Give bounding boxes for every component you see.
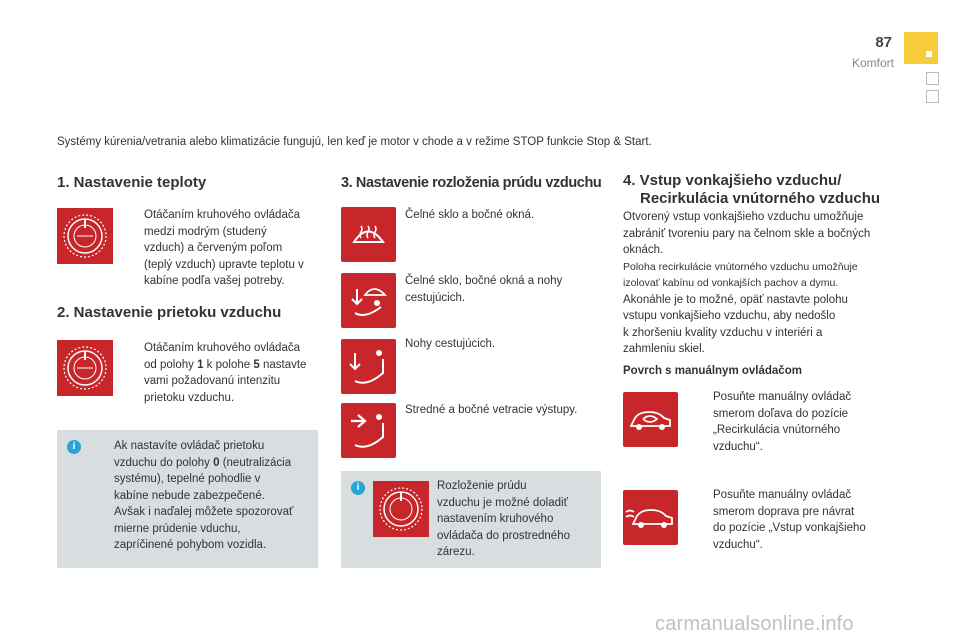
section1-title: 1. Nastavenie teploty <box>57 174 207 191</box>
windscreen-demist-icon <box>341 207 396 262</box>
fresh-air-icon <box>623 490 678 545</box>
watermark: carmanualsonline.info <box>655 613 854 635</box>
recirculation-text: Posuňte manuálny ovládač smerom doľava do pozície „Recirkulácia vnútorného vzduchu“. <box>713 391 852 453</box>
manual-control-subtitle: Povrch s manuálnym ovládačom <box>623 365 802 377</box>
distribution-text-2: Čelné sklo, bočné okná a nohy cestujúcich. <box>405 275 563 304</box>
section4-title: 4. Vstup vonkajšieho vzduchu/ Recirkulácia vnútorného vzduchu <box>623 172 881 207</box>
tab-marker <box>926 90 939 103</box>
distribution-text-4: Stredné a bočné vetracie výstupy. <box>405 404 578 416</box>
intro-text: Systémy kúrenia/vetrania alebo klimatizácie fungujú, len keď je motor v chode a v režime STOP funkcie Stop & Start. <box>57 136 652 148</box>
section2-text: Otáčaním kruhového ovládača od polohy 1 k polohe 5 nastavte vami požadovanú intenzitu prietoku vzduchu. <box>144 342 307 404</box>
recirculation-icon <box>623 392 678 447</box>
fan-speed-knob-icon <box>57 340 113 396</box>
info-icon: i <box>67 440 81 454</box>
info-icon: i <box>351 481 365 495</box>
section-name: Komfort <box>851 56 894 70</box>
tab-marker <box>926 72 939 85</box>
section2-title: 2. Nastavenie prietoku vzduchu <box>57 304 282 321</box>
distribution-text-1: Čelné sklo a bočné okná. <box>405 209 535 221</box>
note-box-flow <box>57 430 318 568</box>
section1-text: Otáčaním kruhového ovládača medzi modrým (studený vzduch) a červeným poľom (teplý vzduch) upravte teplotu v kabíne podľa vašej potreby. <box>144 209 304 287</box>
windscreen-feet-icon <box>341 273 396 328</box>
face-vents-icon <box>341 403 396 458</box>
section3-title: 3. Nastavenie rozloženia prúdu vzduchu <box>341 175 602 191</box>
page-number: 87 <box>875 34 892 51</box>
distribution-knob-icon <box>373 481 429 537</box>
temperature-knob-icon <box>57 208 113 264</box>
note2-text: Rozloženie prúdu vzduchu je možné doladiť nastavením kruhového ovládača do prostredného zárezu. <box>437 480 570 558</box>
fresh-air-text: Posuňte manuálny ovládač smerom doprava pre návrat do pozície „Vstup vonkajšieho vzduchu“. <box>713 489 866 551</box>
section4-paragraphs: Otvorený vstup vonkajšieho vzduchu umožňuje zabrániť tvoreniu pary na čelnom skle a bočných oknách. Poloha recirkulácie vnútorného vzduchu umožňuje izolovať kabínu od vonkajších pachov a dymu. Akonáhle je to možné, opäť nastavte polohu vstupu vonkajšieho vzduchu, aby nedošlo k zhoršeniu kvality vzduchu v interiéri a zahmleniu skiel. <box>623 211 871 355</box>
note-box-distribution <box>341 471 601 568</box>
distribution-text-3: Nohy cestujúcich. <box>405 338 496 350</box>
feet-icon <box>341 339 396 394</box>
section-tab <box>904 32 938 64</box>
note1-text: Ak nastavíte ovládač prietoku vzduchu do polohy 0 (neutralizácia systému), tepelné pohodlie v kabíne nebude zabezpečené. Avšak i naďalej môžete spozorovať mierne prúdenie vduchu, zapríčinené pohybom vozidla. <box>114 440 294 551</box>
